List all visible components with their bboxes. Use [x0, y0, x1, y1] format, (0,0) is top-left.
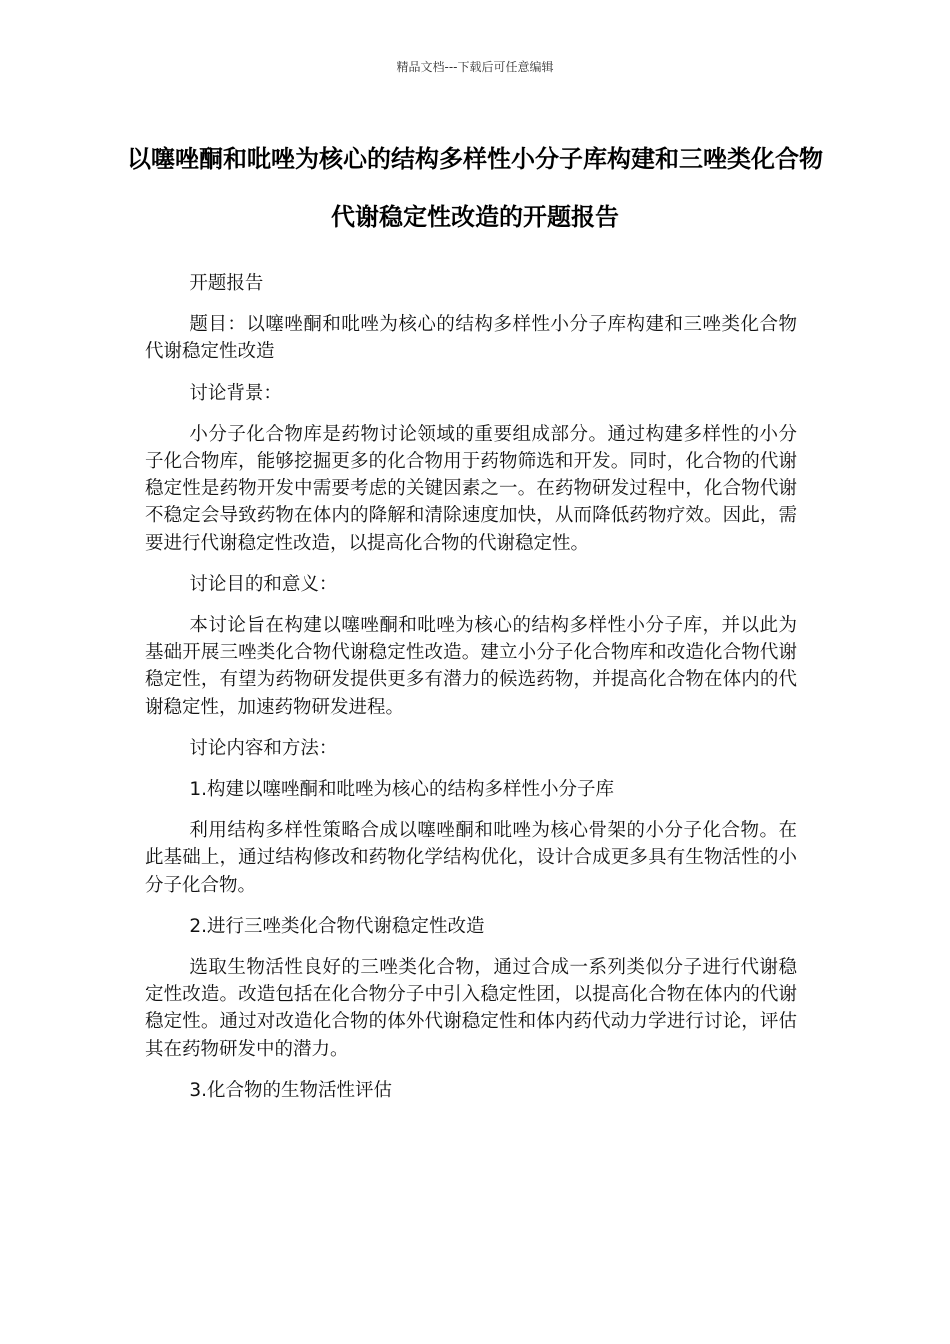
heading-purpose: 讨论目的和意义： — [189, 573, 338, 595]
paragraph-method-1: 利用结构多样性策略合成以噻唑酮和吡唑为核心骨架的小分子化合物。在此基础上，通过结构修改和药物化学结构优化，设计合成更多具有生物活性的小分子化合物。 — [145, 820, 797, 896]
page-header: 精品文档---下载后可任意编辑 — [396, 60, 554, 74]
paragraph-report-label: 开题报告 — [189, 273, 264, 294]
heading-method-1: 1.构建以噻唑酮和吡唑为核心的结构多样性小分子库 — [189, 779, 615, 801]
heading-background: 讨论背景： — [189, 382, 282, 404]
heading-method-2: 2.进行三唑类化合物代谢稳定性改造 — [189, 915, 485, 937]
heading-method-3: 3.化合物的生物活性评估 — [189, 1079, 393, 1101]
paragraph-method-2: 选取生物活性良好的三唑类化合物，通过合成一系列类似分子进行代谢稳定性改造。改造包括在化合物分子中引入稳定性团，以提高化合物在体内的代谢稳定性。通过对改造化合物的体外代谢稳定性和体内药代动力学进行讨论，评估其在药物研发中的潜力。 — [145, 957, 797, 1060]
paragraph-topic: 题目：以噻唑酮和吡唑为核心的结构多样性小分子库构建和三唑类化合物代谢稳定性改造 — [145, 314, 797, 363]
paragraph-purpose: 本讨论旨在构建以噻唑酮和吡唑为核心的结构多样性小分子库，并以此为基础开展三唑类化合物代谢稳定性改造。建立小分子化合物库和改造化合物代谢稳定性，有望为药物研发提供更多有潜力的候选药物，并提高化合物在体内的代谢稳定性，加速药物研发进程。 — [145, 615, 797, 718]
document-title: 以噻唑酮和吡唑为核心的结构多样性小分子库构建和三唑类化合物代谢稳定性改造的开题报告 — [127, 145, 823, 231]
paragraph-background: 小分子化合物库是药物讨论领域的重要组成部分。通过构建多样性的小分子化合物库，能够挖掘更多的化合物用于药物筛选和开发。同时，化合物的代谢稳定性是药物开发中需要考虑的关键因素之一。在药物研发过程中，化合物代谢不稳定会导致药物在体内的降解和清除速度加快，从而降低药物疗效。因此，需要进行代谢稳定性改造，以提高化合物的代谢稳定性。 — [145, 423, 797, 554]
document-body — [145, 270, 797, 1118]
heading-methods: 讨论内容和方法： — [189, 737, 338, 759]
